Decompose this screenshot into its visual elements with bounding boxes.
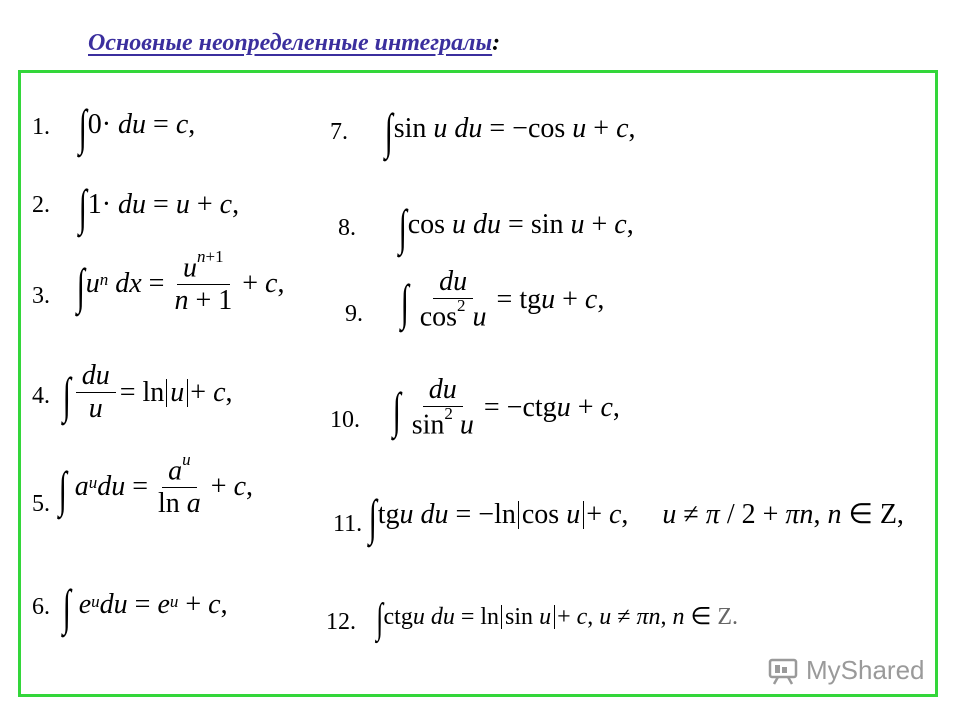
formula-1: ∫ 0· du = c , [78,99,196,155]
logo-text: MyShared [806,655,925,685]
item-number-11: 11. [333,511,363,537]
formula-10: ∫ $\frac{du}{\sin^2 u}$ = −ctg u + c , [392,374,620,441]
item-number-2: 2. [32,192,50,218]
item-number-4: 4. [32,383,50,409]
formula-6: ∫ e $^u$ du = e $^u$ + c , [62,579,228,635]
item-number-9: 9. [345,301,363,327]
formula-12: ∫ ctg u du = ln sin u + c , u ≠ πn , n ∈ Z. [376,596,739,642]
item-number-3: 3. [32,283,50,309]
formula-11: ∫ tg u du = −ln cos u + c , u ≠ π / 2 + πn , n ∈ Z, [368,489,904,545]
item-number-7: 7. [330,119,348,145]
item-number-5: 5. [32,491,50,517]
formula-3: ∫ u $^n$ dx = $\frac{u^{n+1}}{n + 1}$ + c , [76,247,285,317]
presentation-board-icon [768,657,800,685]
page-title: Основные неопределенные интегралы: [88,30,501,56]
formula-7: ∫ sin u du = −cos u + c , [384,103,636,159]
item-number-12: 12. [326,609,356,635]
formula-8: ∫ cos u du = sin u + c , [398,199,634,255]
myshared-logo [768,655,925,686]
formula-4: ∫ $\frac{du}{u}$ = ln u + c , [62,360,233,424]
item-number-10: 10. [330,407,360,433]
item-number-8: 8. [338,215,356,241]
formula-2: ∫ 1· du = u + c , [78,179,240,235]
formula-5: ∫ a $^u$ du = $\frac{a^u}{\text{ln a}}$ + c , [58,450,254,520]
formula-9: ∫ $\frac{du}{\cos^2 u}$ = tg u + c , [400,266,605,333]
item-number-6: 6. [32,594,50,620]
item-number-1: 1. [32,114,50,140]
